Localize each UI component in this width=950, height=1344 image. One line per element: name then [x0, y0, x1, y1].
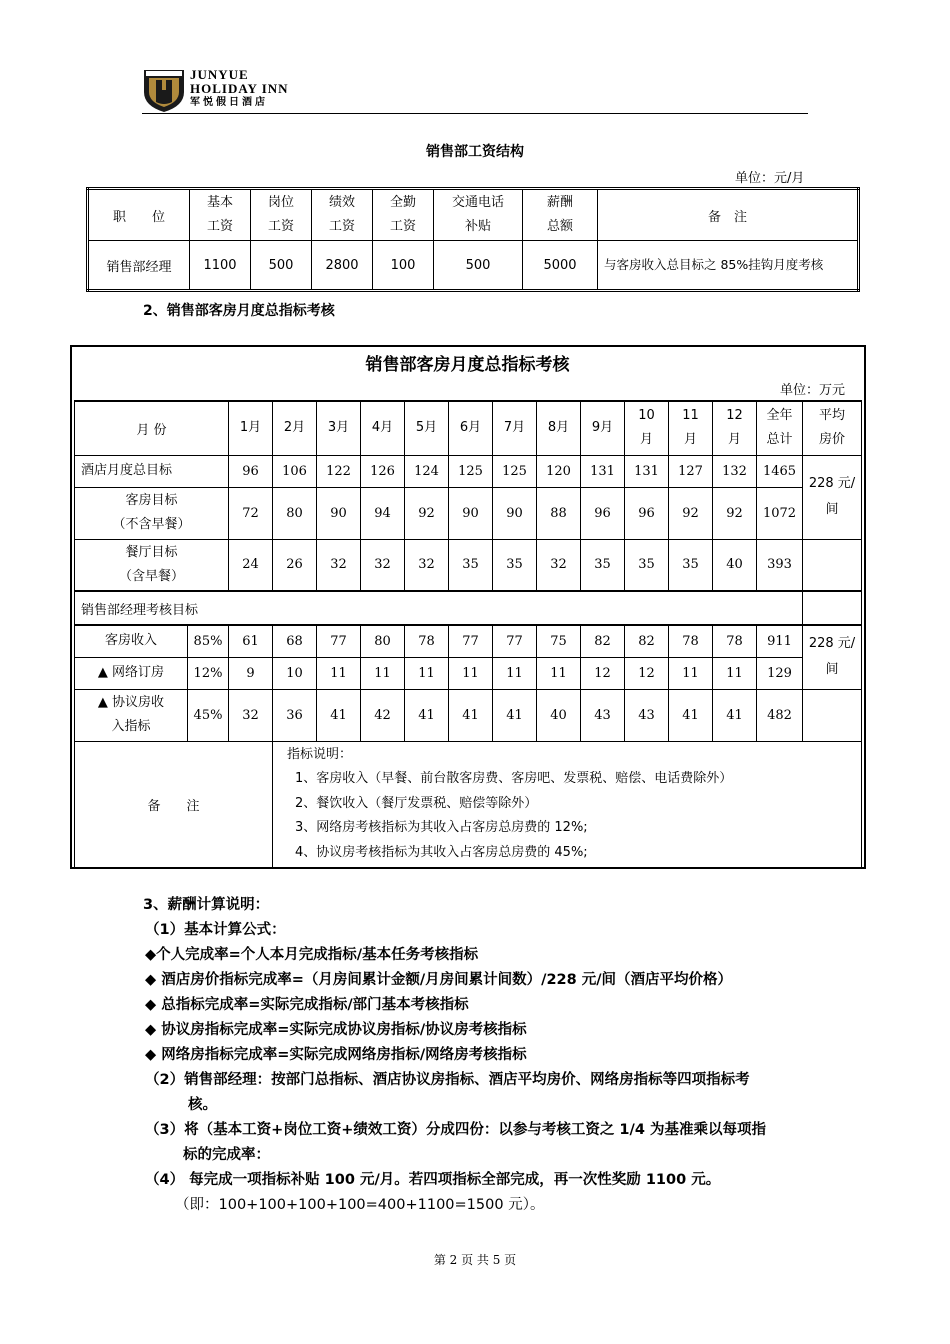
kpi-value: 77 [493, 625, 537, 657]
note-line: 4、协议房考核指标为其收入占客房总房费的 45%; [295, 844, 588, 860]
kpi-value: 131 [625, 455, 669, 487]
kpi-value: 92 [713, 487, 757, 539]
kpi-value: 10 [273, 657, 317, 689]
avg-price-value: 228 元/ 间 [803, 625, 862, 689]
kpi-value: 32 [405, 539, 449, 591]
kpi-value: 92 [405, 487, 449, 539]
col-post: 岗位 工资 [251, 189, 312, 241]
kpi-value: 96 [625, 487, 669, 539]
kpi-value: 9 [229, 657, 273, 689]
kpi-value: 11 [493, 657, 537, 689]
kpi-value: 80 [273, 487, 317, 539]
kpi-value: 78 [713, 625, 757, 657]
month-header: 5月 [405, 401, 449, 455]
kpi-value: 41 [669, 689, 713, 741]
month-header: 7月 [493, 401, 537, 455]
kpi-row [75, 539, 862, 591]
kpi-value: 43 [625, 689, 669, 741]
row-label: 客房目标 （不含早餐） [75, 487, 229, 539]
kpi-value: 77 [317, 625, 361, 657]
kpi-value: 88 [537, 487, 581, 539]
kpi-value: 41 [713, 689, 757, 741]
kpi-value: 1465 [757, 455, 803, 487]
row-label: 酒店月度总目标 [75, 455, 229, 487]
month-header: 1月 [229, 401, 273, 455]
kpi-value: 24 [229, 539, 273, 591]
kpi-value: 80 [361, 625, 405, 657]
kpi-value: 35 [669, 539, 713, 591]
kpi-value: 90 [449, 487, 493, 539]
row-label: ▲ 网络订房 [75, 657, 188, 689]
logo-line-2: HOLIDAY INN [190, 81, 289, 96]
kpi-value: 26 [273, 539, 317, 591]
formula-4: ◆ 协议房指标完成率=实际完成协议房指标/协议房考核指标 [145, 1022, 527, 1038]
col-total: 薪酬 总额 [523, 189, 598, 241]
col-position: 职 位 [88, 189, 190, 241]
formula-2: ◆ 酒店房价指标完成率=（月房间累计金额/月房间累计间数）/228 元/间（酒店平均价格） [145, 972, 733, 988]
kpi-value: 61 [229, 625, 273, 657]
col-month: 月 份 [75, 401, 229, 455]
kpi-value: 92 [669, 487, 713, 539]
kpi-value: 36 [273, 689, 317, 741]
kpi-value: 911 [757, 625, 803, 657]
kpi-title: 销售部客房月度总指标考核 [365, 355, 570, 375]
kpi-value: 120 [537, 455, 581, 487]
cell: 1100 [190, 241, 251, 291]
item-4-line2: （即：100+100+100+100=400+1100=1500 元）。 [175, 1197, 545, 1213]
page-footer: 第 2 页 共 5 页 [433, 1253, 517, 1267]
month-header: 12 月 [713, 401, 757, 455]
kpi-header-row [75, 401, 862, 455]
kpi-value: 68 [273, 625, 317, 657]
kpi-value: 482 [757, 689, 803, 741]
row-percent: 85% [188, 625, 229, 657]
kpi-value: 106 [273, 455, 317, 487]
kpi-value: 11 [449, 657, 493, 689]
kpi-value: 126 [361, 455, 405, 487]
kpi-value: 41 [405, 689, 449, 741]
row-label: 餐厅目标 （含早餐） [75, 539, 229, 591]
kpi-value: 96 [229, 455, 273, 487]
item-2-line1: （2）销售部经理：按部门总指标、酒店协议房指标、酒店平均房价、网络房指标等四项指标考 [145, 1072, 750, 1088]
formula-1: ◆个人完成率=个人本月完成指标/基本任务考核指标 [145, 947, 479, 963]
kpi-value: 393 [757, 539, 803, 591]
kpi-value: 32 [361, 539, 405, 591]
kpi-value: 35 [581, 539, 625, 591]
month-header: 3月 [317, 401, 361, 455]
kpi-value: 131 [581, 455, 625, 487]
kpi-value: 72 [229, 487, 273, 539]
kpi-value: 41 [317, 689, 361, 741]
kpi-value: 41 [493, 689, 537, 741]
kpi-value: 32 [317, 539, 361, 591]
manager-section-row [75, 591, 862, 625]
item-2-line2: 核。 [188, 1097, 217, 1113]
col-basic: 基本 工资 [190, 189, 251, 241]
empty-cell [803, 591, 862, 625]
kpi-value: 78 [405, 625, 449, 657]
kpi-value: 122 [317, 455, 361, 487]
salary-header-row [88, 189, 859, 241]
cell: 销售部经理 [88, 241, 190, 291]
cell: 100 [373, 241, 434, 291]
salary-unit: 单位：元/月 [735, 171, 805, 186]
formula-3: ◆ 总指标完成率=实际完成指标/部门基本考核指标 [145, 997, 469, 1013]
manager-kpi-row [75, 689, 862, 741]
col-transport: 交通电话 补贴 [434, 189, 523, 241]
month-header: 11 月 [669, 401, 713, 455]
item-4-line1: （4） 每完成一项指标补贴 100 元/月。若四项指标全部完成，再一次性奖励 1100 元。 [145, 1172, 721, 1188]
kpi-row [75, 487, 862, 539]
logo-text [190, 68, 289, 110]
month-header: 2月 [273, 401, 317, 455]
kpi-value: 11 [361, 657, 405, 689]
salary-title: 销售部工资结构 [426, 144, 524, 160]
item-3-line1: （3）将（基本工资+岗位工资+绩效工资）分成四份：以参与考核工资之 1/4 为基准乘以每项指 [145, 1122, 766, 1138]
kpi-value: 132 [713, 455, 757, 487]
row-percent: 45% [188, 689, 229, 741]
item-3-line2: 标的完成率： [183, 1147, 270, 1163]
kpi-value: 12 [581, 657, 625, 689]
col-attendance: 全勤 工资 [373, 189, 434, 241]
note-line: 指标说明： [287, 746, 353, 762]
notes-label: 备 注 [75, 741, 273, 867]
manager-kpi-row [75, 657, 862, 689]
header-divider [142, 113, 808, 114]
row-percent: 12% [188, 657, 229, 689]
kpi-value: 94 [361, 487, 405, 539]
kpi-value: 96 [581, 487, 625, 539]
kpi-value: 43 [581, 689, 625, 741]
logo-line-1: JUNYUE [190, 67, 249, 82]
month-header: 6月 [449, 401, 493, 455]
col-remark: 备 注 [598, 189, 859, 241]
kpi-value: 35 [493, 539, 537, 591]
kpi-value: 78 [669, 625, 713, 657]
manager-section-label: 销售部经理考核目标 [75, 591, 803, 625]
cell: 500 [434, 241, 523, 291]
kpi-value: 11 [537, 657, 581, 689]
section-3-sub1: （1）基本计算公式： [145, 922, 286, 938]
kpi-value: 125 [449, 455, 493, 487]
kpi-unit: 单位：万元 [780, 383, 846, 398]
month-header: 全年 总计 [757, 401, 803, 455]
cell: 2800 [312, 241, 373, 291]
col-avg-price: 平均 房价 [803, 401, 862, 455]
section-3-title: 3、薪酬计算说明： [143, 897, 270, 913]
month-header: 4月 [361, 401, 405, 455]
kpi-value: 11 [669, 657, 713, 689]
section-2-title: 2、销售部客房月度总指标考核 [143, 303, 335, 319]
kpi-value: 40 [713, 539, 757, 591]
kpi-value: 1072 [757, 487, 803, 539]
row-label: ▲ 协议房收 入指标 [75, 689, 188, 741]
empty-cell [803, 539, 862, 591]
kpi-value: 124 [405, 455, 449, 487]
cell-remark: 与客房收入总目标之 85%挂钩月度考核 [598, 241, 859, 291]
empty-cell [803, 689, 862, 741]
note-line: 1、客房收入（早餐、前台散客房费、客房吧、发票税、赔偿、电话费除外） [295, 771, 733, 786]
kpi-value: 32 [229, 689, 273, 741]
salary-row [88, 241, 859, 291]
kpi-value: 90 [493, 487, 537, 539]
kpi-value: 82 [625, 625, 669, 657]
notes-content [273, 741, 862, 867]
avg-price-value: 228 元/ 间 [803, 455, 862, 539]
logo-emblem-icon [140, 66, 188, 114]
kpi-value: 90 [317, 487, 361, 539]
month-header: 8月 [537, 401, 581, 455]
cell: 500 [251, 241, 312, 291]
row-label: 客房收入 [75, 625, 188, 657]
salary-table [86, 187, 860, 292]
col-performance: 绩效 工资 [312, 189, 373, 241]
kpi-value: 32 [537, 539, 581, 591]
kpi-value: 11 [405, 657, 449, 689]
note-line: 2、餐饮收入（餐厅发票税、赔偿等除外） [295, 795, 538, 811]
kpi-value: 40 [537, 689, 581, 741]
kpi-value: 77 [449, 625, 493, 657]
kpi-value: 41 [449, 689, 493, 741]
kpi-value: 82 [581, 625, 625, 657]
month-header: 9月 [581, 401, 625, 455]
notes-row [75, 741, 862, 867]
logo-line-3: 军悦假日酒店 [190, 97, 268, 108]
kpi-value: 35 [625, 539, 669, 591]
kpi-value: 75 [537, 625, 581, 657]
kpi-value: 12 [625, 657, 669, 689]
formula-5: ◆ 网络房指标完成率=实际完成网络房指标/网络房考核指标 [145, 1047, 527, 1063]
kpi-value: 11 [713, 657, 757, 689]
month-header: 10 月 [625, 401, 669, 455]
kpi-row [75, 455, 862, 487]
kpi-value: 127 [669, 455, 713, 487]
note-line: 3、网络房考核指标为其收入占客房总房费的 12%; [295, 820, 588, 835]
kpi-value: 125 [493, 455, 537, 487]
cell: 5000 [523, 241, 598, 291]
kpi-value: 35 [449, 539, 493, 591]
kpi-table [74, 400, 862, 868]
manager-kpi-row [75, 625, 862, 657]
kpi-value: 11 [317, 657, 361, 689]
kpi-value: 42 [361, 689, 405, 741]
kpi-value: 129 [757, 657, 803, 689]
